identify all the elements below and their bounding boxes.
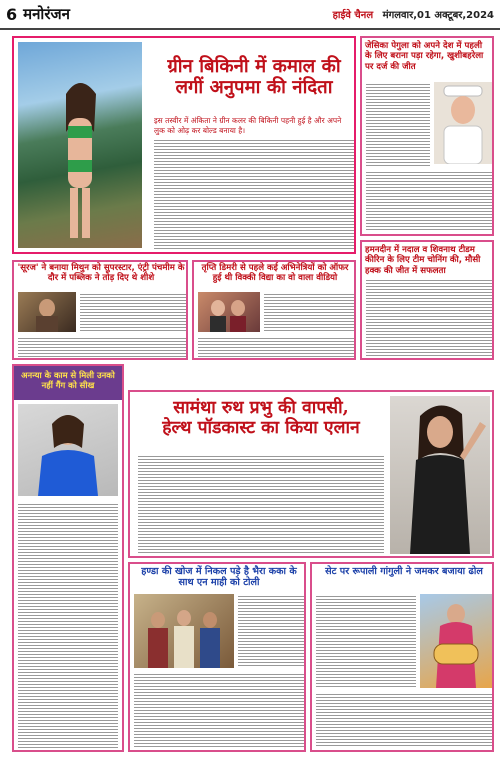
ganguly-headline: सेट पर रूपाली गांगुली ने जमकर बजाया ढोल [325, 566, 483, 577]
tripti-body-bottom [198, 336, 354, 358]
mithun-still-illustration [18, 292, 76, 332]
tennis-body-bottom [366, 170, 492, 232]
ganguly-body-bottom [316, 692, 492, 748]
badminton-body [366, 278, 492, 358]
samantha-article [128, 390, 494, 558]
tennis-body-left [366, 82, 430, 166]
tennis-article [360, 36, 494, 236]
tennis-photo [434, 82, 492, 164]
samantha-photo [390, 396, 490, 554]
section-title: मनोरंजन [23, 5, 70, 23]
ganguly-photo [420, 594, 492, 688]
lead-article [12, 36, 356, 254]
issue-date: मंगलवार,01 अक्टूबर,2024 [382, 10, 494, 21]
lead-intro: इस तस्वीर में अंकिता ने ग्रीन कलर की बिकिनी पहनी हुई है और अपने लुक को ओढ़ कर बोल्ड बनाया है। [154, 116, 342, 135]
suraj-headline: 'सूरज' ने बनाया मिथुन को सुपरस्टार, एंट्री पंचमीम के दौर में पब्लिक ने तोड़ दिए थे शीशे [17, 263, 185, 283]
suraj-body-right [80, 292, 186, 332]
lead-headline-line2: लगीं अनुपमा की नंदिता [175, 77, 333, 99]
suraj-photo [18, 292, 76, 332]
ananya-portrait-illustration [18, 404, 118, 496]
handa-headline: हण्डा की खोज में निकल पड़े है भैरा कका के साथ एन माही को टोली [141, 566, 297, 589]
tripti-headline: तृप्ति डिमरी से पहले कई अभिनेत्रियों को ऑफर हुई थी विक्की विद्या का वो वाला वीडियो [201, 263, 349, 283]
handa-body-bottom [134, 672, 304, 748]
lead-headline [154, 56, 354, 99]
tripti-article [192, 260, 356, 360]
badminton-article [360, 240, 494, 360]
tripti-body-right [264, 292, 354, 332]
tennis-player-illustration [434, 82, 492, 164]
tennis-headline: जेसिका पेगुला को अपने देश में पहली के लिए बराना पड़ा रहेगा, खुशीबहरेला पर दर्ज की जीत [365, 41, 484, 72]
lead-photo [18, 42, 142, 248]
masthead [0, 0, 500, 30]
suraj-body-bottom [18, 336, 186, 358]
lead-body-text [154, 138, 354, 250]
newspaper-brand: हाईवे चैनल [332, 10, 374, 21]
ananya-article [12, 364, 124, 752]
handa-article [128, 562, 306, 752]
ananya-headline: अनन्या के काम से मिली उनको नहीं गैंग को सीख [21, 370, 115, 391]
woman-bikini-illustration [18, 42, 142, 248]
handa-body-right [238, 594, 304, 668]
ganguly-body-left [316, 594, 416, 688]
ananya-photo [18, 404, 118, 496]
handa-photo [134, 594, 234, 668]
badminton-headline: हमनदीन में नदाल व शिवनाथ टीडम कीरिन के लिए टीम चोनिंग की, मौसी हक्क की जीत में सफलता [365, 245, 481, 276]
samantha-headline-line2: हेल्थ पॉडकास्ट का किया एलान [162, 418, 360, 439]
lead-headline-line1: ग्रीन बिकिनी में कमाल की [167, 56, 341, 77]
samantha-body [138, 454, 384, 554]
ganguly-dhol-illustration [420, 594, 492, 688]
samantha-headline-line1: सामंथा रुथ प्रभु की वापसी, [173, 398, 349, 418]
suraj-article [12, 260, 188, 360]
page-number: 6 [6, 4, 18, 24]
samantha-headline [138, 398, 384, 438]
couple-still-illustration [198, 292, 260, 332]
ganguly-article [310, 562, 494, 752]
ananya-body [18, 502, 118, 748]
masthead-right [333, 7, 494, 21]
tripti-photo [198, 292, 260, 332]
group-still-illustration [134, 594, 234, 668]
samantha-portrait-illustration [390, 396, 490, 554]
